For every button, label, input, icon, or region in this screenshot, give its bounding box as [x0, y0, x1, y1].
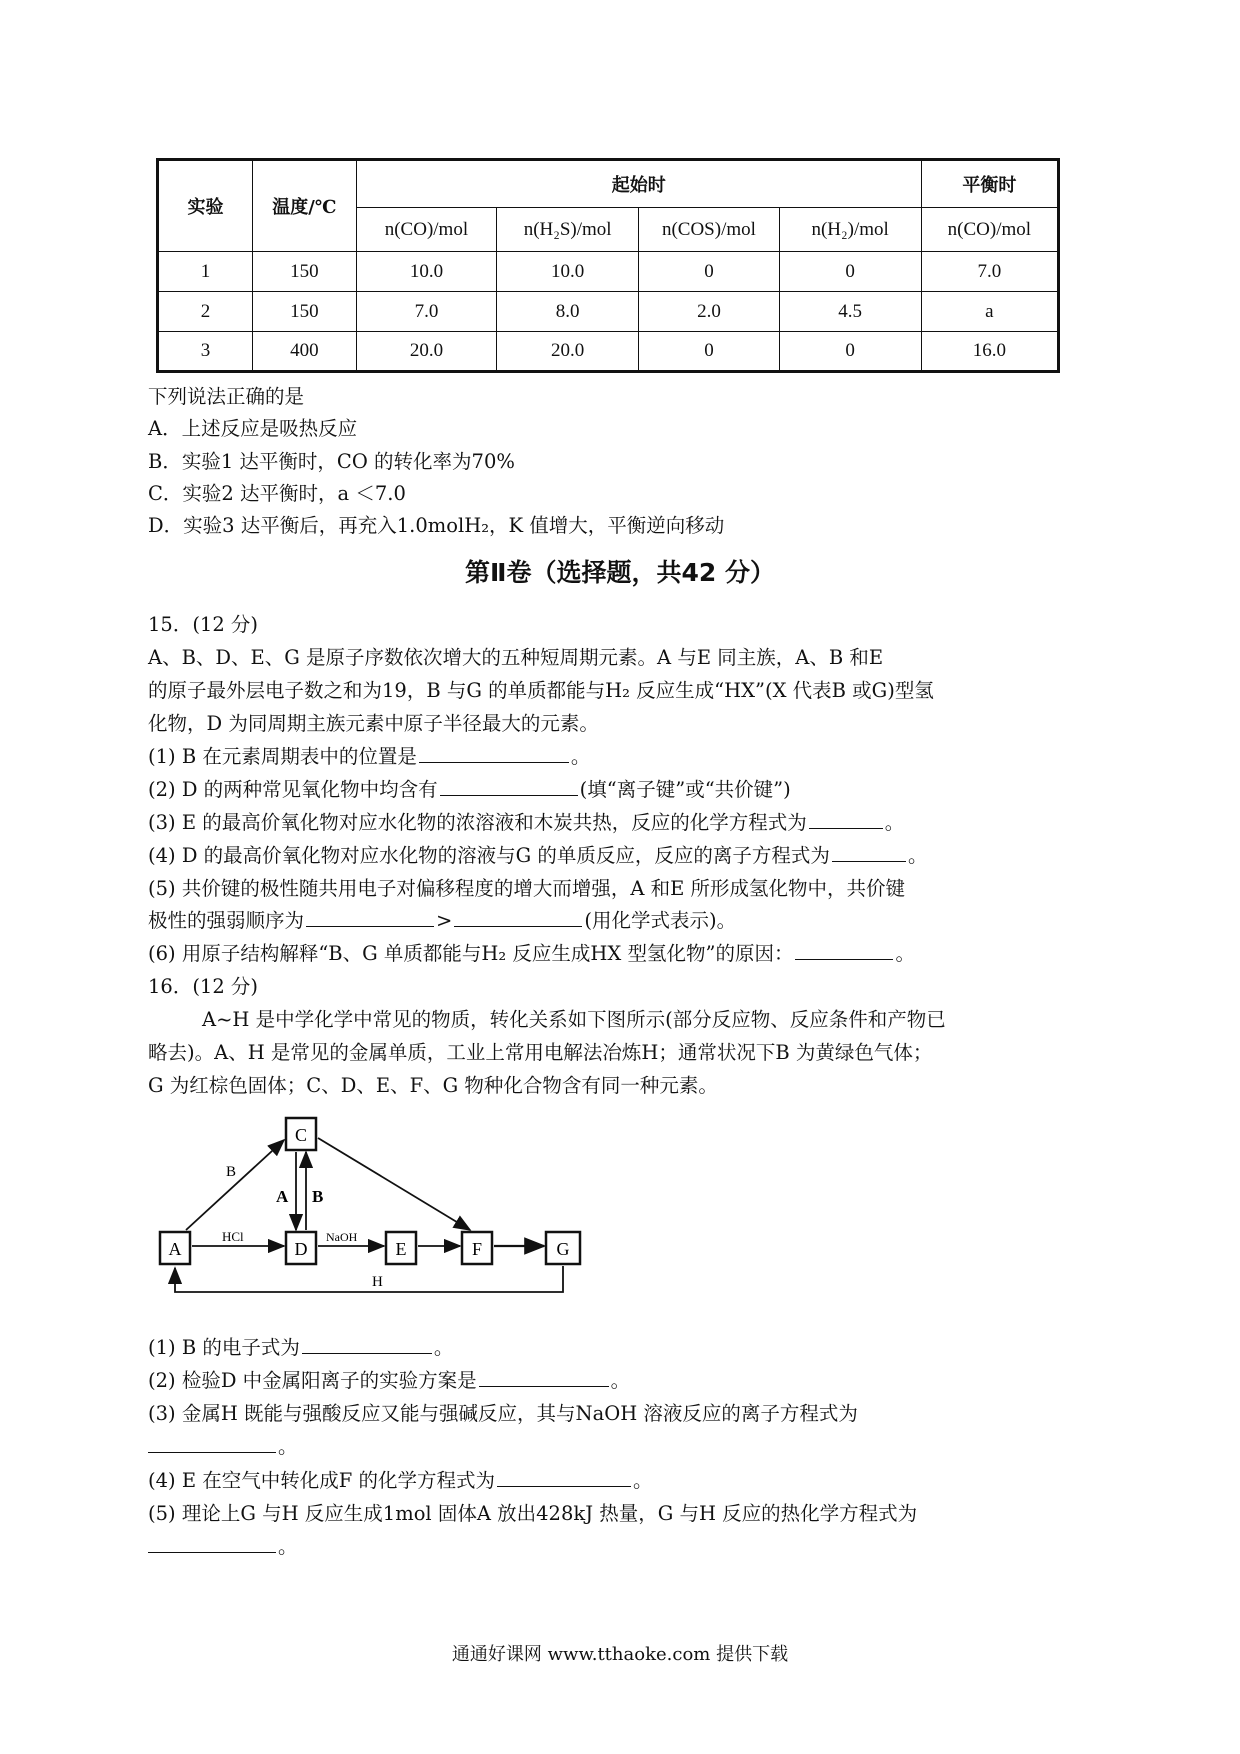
- q14-option-a: A．上述反应是吸热反应: [148, 417, 358, 440]
- q16-item-3: (3) 金属H 既能与强酸反应又能与强碱反应，其与NaOH 溶液反应的离子方程式为: [148, 1402, 858, 1425]
- answer-blank[interactable]: [148, 1432, 276, 1453]
- svg-text:D: D: [294, 1239, 308, 1259]
- q15-intro-line: A、B、D、E、G 是原子序数依次增大的五种短周期元素。A 与E 同主族，A、B 和E: [148, 646, 884, 669]
- table-cell: 150: [252, 252, 356, 292]
- table-cell: 20.0: [497, 332, 639, 372]
- table-cell: 2.0: [639, 292, 779, 332]
- table-cell: 400: [252, 332, 356, 372]
- q16-item-3-cont: 。: [148, 1432, 298, 1462]
- edge-label-c-to-d: A: [276, 1187, 289, 1206]
- q16-header: 16．(12 分): [148, 975, 259, 998]
- node-a: [160, 1232, 190, 1264]
- table-cell: 10.0: [356, 252, 496, 292]
- answer-blank[interactable]: [832, 841, 906, 862]
- table-cell: 0: [779, 252, 921, 292]
- node-f: [462, 1232, 492, 1264]
- q15-item-1: (1) B 在元素周期表中的位置是 。: [148, 742, 590, 772]
- answer-blank[interactable]: [479, 1366, 609, 1387]
- edge-label-d-to-e: NaOH: [326, 1230, 358, 1244]
- table-cell: 150: [252, 292, 356, 332]
- node-c: [286, 1118, 316, 1150]
- node-e: [386, 1232, 416, 1264]
- table-cell: 0: [639, 332, 779, 372]
- svg-text:C: C: [294, 1125, 308, 1145]
- q16-intro-line: G 为红棕色固体；C、D、E、F、G 物种化合物含有同一种元素。: [148, 1074, 718, 1097]
- q15-intro-line: 化物，D 为同周期主族元素中原子半径最大的元素。: [148, 712, 599, 735]
- table-cell: 20.0: [356, 332, 496, 372]
- edge-c-to-f: [318, 1138, 470, 1230]
- q15-item-3: (3) E 的最高价氧化物对应水化物的浓溶液和木炭共热，反应的化学方程式为 。: [148, 808, 904, 838]
- svg-text:A: A: [168, 1239, 182, 1259]
- table-cell: 2: [158, 292, 253, 332]
- table-row: [158, 292, 1059, 332]
- subheader-n-h2s: n(H₂S)/mol: [497, 208, 639, 252]
- table-cell: 0: [639, 252, 779, 292]
- table-cell: 3: [158, 332, 253, 372]
- subheader-n-h2: n(H₂)/mol: [779, 208, 921, 252]
- table-cell: 8.0: [497, 292, 639, 332]
- q15-item-5: (5) 共价键的极性随共用电子对偏移程度的增大而增强，A 和E 所形成氢化物中，共价键: [148, 877, 906, 900]
- section-title: 第Ⅱ卷（选择题，共42 分）: [465, 558, 775, 587]
- answer-blank[interactable]: [302, 1333, 432, 1354]
- q16-intro-line: A~H 是中学化学中常见的物质，转化关系如下图所示(部分反应物、反应条件和产物已: [202, 1008, 946, 1031]
- q16-item-5-cont: 。: [148, 1532, 298, 1562]
- experiment-data-table: [156, 158, 1060, 373]
- subheader-n-cos: n(COS)/mol: [639, 208, 779, 252]
- q15-item-4: (4) D 的最高价氧化物对应水化物的溶液与G 的单质反应，反应的离子方程式为 。: [148, 841, 927, 871]
- q14-prompt: 下列说法正确的是: [148, 385, 305, 408]
- edge-g-to-a: [175, 1266, 563, 1292]
- table-cell: 10.0: [497, 252, 639, 292]
- q16-item-2: (2) 检验D 中金属阳离子的实验方案是 。: [148, 1366, 630, 1396]
- svg-text:G: G: [556, 1239, 570, 1259]
- node-g: [546, 1232, 580, 1264]
- q14-option-d: D．实验3 达平衡后，再充入1.0molH₂，K 值增大，平衡逆向移动: [148, 514, 725, 537]
- svg-text:F: F: [471, 1239, 483, 1259]
- edge-label-a-to-c: B: [226, 1164, 237, 1180]
- answer-blank[interactable]: [419, 742, 569, 763]
- answer-blank[interactable]: [809, 808, 883, 829]
- table-cell: 16.0: [921, 332, 1058, 372]
- answer-blank[interactable]: [440, 775, 578, 796]
- q15-intro-line: 的原子最外层电子数之和为19，B 与G 的单质都能与H₂ 反应生成“HX”(X 代表B 或G)型氢: [148, 679, 934, 702]
- table-row: [158, 332, 1059, 372]
- answer-blank[interactable]: [454, 906, 582, 927]
- edge-label-a-to-d: HCl: [222, 1229, 244, 1244]
- reaction-diagram: [140, 1110, 600, 1310]
- node-d: [286, 1232, 316, 1264]
- answer-blank[interactable]: [795, 939, 893, 960]
- q16-item-1: (1) B 的电子式为 。: [148, 1333, 453, 1363]
- q15-item-6: (6) 用原子结构解释“B、G 单质都能与H₂ 反应生成HX 型氢化物”的原因： 。: [148, 939, 915, 969]
- q15-item-5-cont: 极性的强弱顺序为 > (用化学式表示)。: [148, 906, 736, 936]
- table-cell: 7.0: [356, 292, 496, 332]
- edge-label-d-to-c: B: [312, 1187, 324, 1206]
- answer-blank[interactable]: [306, 906, 434, 927]
- q14-option-c: C．实验2 达平衡时，a ＜7.0: [148, 482, 406, 505]
- edge-label-g-to-a: H: [372, 1274, 383, 1290]
- table-row: [158, 252, 1059, 292]
- svg-text:E: E: [395, 1239, 407, 1259]
- table-cell: 7.0: [921, 252, 1058, 292]
- subheader-n-co-eq: n(CO)/mol: [921, 208, 1058, 252]
- header-equilibrium: 平衡时: [921, 160, 1058, 208]
- header-temperature: 温度/℃: [252, 160, 356, 252]
- page-footer: 通通好课网 www.tthaoke.com 提供下载: [451, 1644, 789, 1665]
- edge-a-to-c: [186, 1140, 284, 1230]
- answer-blank[interactable]: [148, 1532, 276, 1553]
- q16-item-4: (4) E 在空气中转化成F 的化学方程式为 。: [148, 1466, 653, 1496]
- q16-item-5: (5) 理论上G 与H 反应生成1mol 固体A 放出428kJ 热量，G 与H 反应的热化学方程式为: [148, 1502, 918, 1525]
- table-cell: a: [921, 292, 1058, 332]
- table-cell: 0: [779, 332, 921, 372]
- answer-blank[interactable]: [497, 1466, 631, 1487]
- table-cell: 4.5: [779, 292, 921, 332]
- q16-intro-line: 略去)。A、H 是常见的金属单质，工业上常用电解法冶炼H；通常状况下B 为黄绿色气体；: [148, 1041, 933, 1064]
- header-start: 起始时: [356, 160, 921, 208]
- q15-item-2: (2) D 的两种常见氧化物中均含有 (填“离子键”或“共价键”): [148, 775, 791, 805]
- q14-option-b: B．实验1 达平衡时，CO 的转化率为70%: [148, 450, 515, 473]
- subheader-n-co: n(CO)/mol: [356, 208, 496, 252]
- table-cell: 1: [158, 252, 253, 292]
- header-experiment: 实验: [158, 160, 253, 252]
- q15-header: 15．(12 分): [148, 613, 259, 636]
